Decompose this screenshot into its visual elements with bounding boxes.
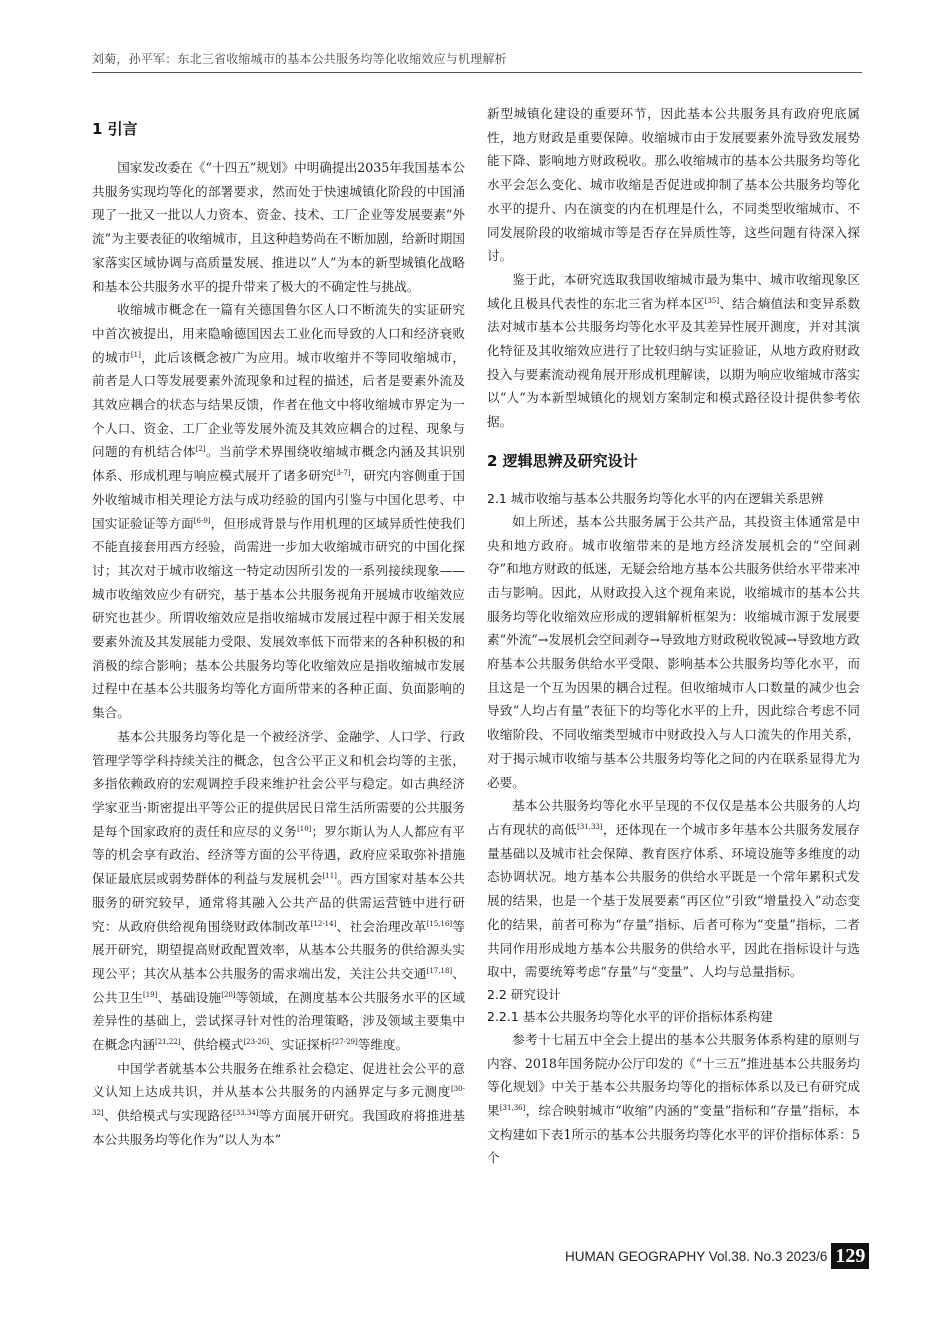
paragraph-6: 如上所述，基本公共服务属于公共产品，其投资主体通常是中央和地方政府。城市收缩带来的是地方经济发展机会的“空间剥夺”和地方财政的低迷，无疑会给地方基本公共服务供给水平带来冲击与影响。因此，从财政投入这个视角来说，收缩城市的基本公共服务均等化收缩效应形成的逻辑解析框架为：收缩城市源于发展要素“外流”→发展机会空间剥夺→导致地方财政税收锐减→导致地方政府基本公共服务供给水平受限、影响基本公共服务均等化水平，而且这是一个互为因果的耦合过程。但收缩城市人口数量的减少也会导致“人均占有量”表征下的均等化水平的上升，因此综合考虑不同收缩阶段、不同收缩类型城市中财政投入与人口流失的作用关系，对于揭示城市收缩与基本公共服务均等化之间的内在联系显得尤为必要。: [487, 513, 860, 790]
journal-info: HUMAN GEOGRAPHY Vol.38. No.3 2023/6: [565, 1248, 828, 1264]
paragraph-5: 鉴于此，本研究选取我国收缩城市最为集中、城市收缩现象区域化且极具代表性的东北三省为样本区[35]、结合熵值法和变异系数法对城市基本公共服务均等化水平及其差异性展开测度，并对其演化特征及其收缩效应进行了比较归纳与实证验证，从地方政府财政投入与要素流动视角展开形成机理解读，以期为响应收缩城市落实以“人”为本新型城镇化的规划方案制定和模式路径设计提供参考依据。: [487, 271, 861, 430]
citation-ref: [15,16]: [426, 919, 453, 928]
subsection-2-2-1-title: 2.2.1 基本公共服务均等化水平的评价指标体系构建: [487, 1008, 773, 1024]
paragraph-4: 中国学者就基本公共服务在维系社会稳定、促进社会公平的意义认知上达成共识，并从基本公共服务的内涵界定与多元测度[30-32]、供给模式与实现路径[33,34]等方面展开研究。我国政府将推进基本公共服务均等化作为“以人为本”: [92, 1060, 466, 1147]
citation-ref: [19]: [142, 990, 158, 999]
paragraph-8: 参考十七届五中全会上提出的基本公共服务体系构建的原则与内容、2018年国务院办公厅印发的《“十三五”推进基本公共服务均等化规划》中关于基本公共服务均等化的指标体系以及已有研究成果[31,36]，综合映射城市“收缩”内涵的“变量”指标和“存量”指标，本文构建如下表1所示的基本公共服务均等化水平的评价指标体系：5个: [487, 1031, 861, 1166]
citation-ref: [6-9]: [193, 516, 211, 525]
citation-ref: [27-29]: [332, 1037, 358, 1046]
citation-ref: [20]: [221, 990, 236, 999]
paragraph-4-continued: 新型城镇化建设的重要环节，因此基本公共服务具有政府兜底属性，地方财政是重要保障。收缩城市由于发展要素外流导致发展势能下降、影响地方财政税收。那么收缩城市的基本公共服务均等化水平会怎么变化、城市收缩是否促进或抑制了基本公共服务均等化水平的提升、内在演变的内在机理是什么，不同类型收缩城市、不同发展阶段的收缩城市等是否存在异质性等，这些问题有待深入探讨。: [487, 106, 860, 264]
left-column: [92, 102, 465, 1152]
citation-ref: [12-14]: [310, 919, 337, 928]
citation-ref: [17,18]: [426, 966, 453, 975]
paragraph-3: 基本公共服务均等化是一个被经济学、金融学、人口学、行政管理学等学科持续关注的概念，包含公平正义和机会均等的主张，多指依赖政府的宏观调控手段来维护社会公平与稳定。如古典经济学家亚当·斯密提出平等公正的提供居民日常生活所需要的公共服务是每个国家政府的责任和应尽的义务[10]；罗尔斯认为人人都应有平等的机会享有政治、经济等方面的公平待遇，政府应采取弥补措施保证最底层或弱势群体的利益与发展机会[11]。西方国家对基本公共服务的研究较早，通常将其融入公共产品的供需运营链中进行研究：从政府供给视角围绕财政体制改革[12-14]、社会治理改革[15,16]等展开研究，期望提高财政配置效率，从基本公共服务的供给源头实现公平；其次从基本公共服务的需求端出发，关注公共交通[17,18]、公共卫生[19]、基础设施[20]等领域，在测度基本公共服务水平的区域差异性的基础上，尝试探寻针对性的治理策略，涉及领域主要集中在概念内涵[21,22]、供给模式[23-26]、实证探析[27-29]等维度。: [92, 728, 466, 1053]
citation-ref: [11]: [322, 871, 337, 880]
paragraph-7: 基本公共服务均等化水平呈现的不仅仅是基本公共服务的人均占有现状的高低[31,33]，还体现在一个城市多年基本公共服务发展存量基础以及城市社会保障、教育医疗体系、环境设施等多维度的动态协调状况。地方基本公共服务的供给水平既是一个常年累积式发展的结果，也是一个基于发展要素“再区位”引致“增量投入”动态变化的结果，前者可称为“存量”指标、后者可称为“变量”指标，二者共同作用形成地方基本公共服务的供给水平，因此在指标设计与选取中，需要统筹考虑“存量”与“变量”、人均与总量指标。: [487, 798, 861, 980]
running-header: 刘菊，孙平军：东北三省收缩城市的基本公共服务均等化收缩效应与机理解析: [92, 52, 862, 73]
subsection-2-1-title: 2.1 城市收缩与基本公共服务均等化水平的内在逻辑关系思辨: [487, 490, 824, 506]
citation-ref: [23-26]: [243, 1037, 270, 1046]
citation-ref: [21,22]: [154, 1037, 181, 1046]
citation-ref: [31,33]: [577, 822, 603, 831]
section-1-title: 1 引言: [92, 120, 138, 138]
citation-ref: [2]: [195, 445, 206, 454]
citation-ref: [33,34]: [233, 1108, 259, 1117]
right-column: [487, 102, 860, 1170]
citation-ref: [3-7]: [333, 468, 351, 477]
citation-ref: [10]: [297, 824, 312, 833]
paragraph-2: 收缩城市概念在一篇有关德国鲁尔区人口不断流失的实证研究中首次被提出，用来隐喻德国因去工业化而导致的人口和经济衰败的城市[1]，此后该概念被广为应用。城市收缩并不等同收缩城市，前者是人口等发展要素外流现象和过程的描述，后者是要素外流及其效应耦合的状态与结果反馈，作者在他文中将收缩城市界定为一个人口、资金、工厂企业等发展外流及其效应耦合的过程、现象与问题的有机结合体[2]。当前学术界围绕收缩城市概念内涵及其识别体系、形成机理与响应模式展开了诸多研究[3-7]，研究内容侧重于国外收缩城市相关理论方法与成功经验的国内引鉴与中国化思考、中国实证验证等方面[6-9]，但形成背景与作用机理的区域异质性使我们不能直接套用西方经验，尚需进一步加大收缩城市研究的中国化探讨；其次对于城市收缩这一特定动因所引发的一系列接续现象——城市收缩效应少有研究，基于基本公共服务视角开展城市收缩效应研究也甚少。所谓收缩效应是指收缩城市发展过程中源于相关发展要素外流及其发展能力受限、发展效率低下而带来的各种积极的和消极的综合影响；基本公共服务均等化收缩效应是指收缩城市发展过程中在基本公共服务均等化方面所带来的各种正面、负面影响的集合。: [92, 302, 466, 721]
page-footer: [565, 1243, 869, 1269]
citation-ref: [31,36]: [499, 1103, 526, 1112]
citation-ref: [1]: [130, 350, 141, 359]
citation-ref: [30-32]: [92, 1085, 465, 1117]
citation-ref: [35]: [704, 296, 720, 305]
page-number: 129: [831, 1243, 869, 1269]
subsection-2-2-title: 2.2 研究设计: [487, 986, 561, 1002]
paragraph-1: 国家发改委在《“十四五”规划》中明确提出2035年我国基本公共服务实现均等化的部署要求，然而处于快速城镇化阶段的中国涌现了一批又一批以人力资本、资金、技术、工厂企业等发展要素“外流”为主要表征的收缩城市，且这种趋势尚在不断加剧，给新时期国家落实区域协调与高质量发展、推进以“人”为本的新型城镇化战略和基本公共服务水平的提升带来了极大的不确定性与挑战。: [92, 160, 465, 294]
section-2-title: 2 逻辑思辨及研究设计: [487, 451, 638, 470]
